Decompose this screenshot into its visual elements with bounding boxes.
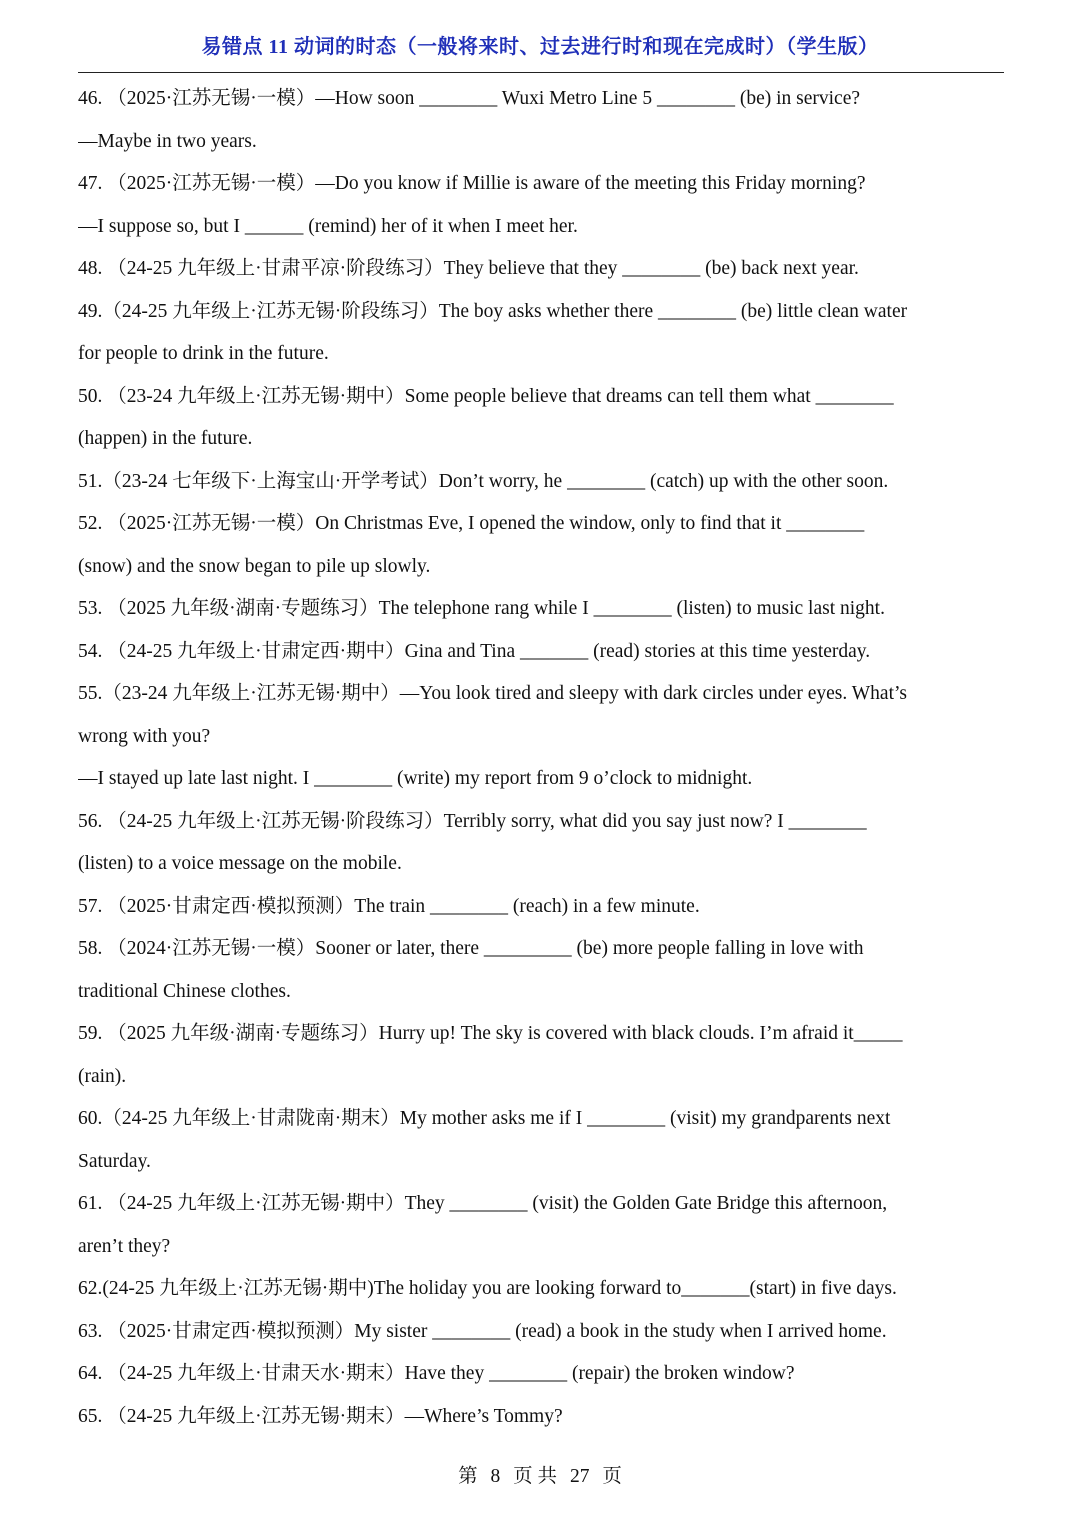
text-line: (rain). — [78, 1065, 127, 1087]
text-line: 49.（24-25 九年级上·江苏无锡·阶段练习）The boy asks whether there ________ (be) little clean water — [78, 300, 908, 322]
text-line: 47. （2025·江苏无锡·一模）—Do you know if Millie is aware of the meeting this Friday morning? — [78, 173, 866, 194]
text-line: 55.（23-24 九年级上·江苏无锡·期中）—You look tired and sleepy with dark circles under eyes. What’s — [78, 683, 907, 704]
text-line: 48. （24-25 九年级上·甘肃平凉·阶段练习）They believe that they ________ (be) back next year. — [78, 258, 859, 279]
text-line: 61. （24-25 九年级上·江苏无锡·期中）They ________ (visit) the Golden Gate Bridge this afternoon, — [78, 1193, 888, 1214]
page-suffix: 页 — [602, 1466, 622, 1487]
text-line: aren’t they? — [78, 1235, 171, 1257]
text-line: —I suppose so, but I ______ (remind) her of it when I meet her. — [78, 215, 578, 237]
text-line: 59. （2025 九年级·湖南·专题练习）Hurry up! The sky is covered with black clouds. I’m afraid it_____ — [78, 1023, 903, 1044]
text-line: Saturday. — [78, 1150, 151, 1172]
text-line: (listen) to a voice message on the mobile. — [78, 853, 402, 874]
header-divider — [78, 72, 1004, 73]
page-mid: 页 共 — [513, 1466, 558, 1487]
text-line: 46. （2025·江苏无锡·一模）—How soon ________ Wuxi Metro Line 5 ________ (be) in service? — [78, 88, 860, 109]
text-line: —Maybe in two years. — [78, 130, 257, 152]
text-line: 52. （2025·江苏无锡·一模）On Christmas Eve, I opened the window, only to find that it ________ — [78, 513, 865, 534]
text-line: traditional Chinese clothes. — [78, 980, 291, 1002]
page-number: 8 — [490, 1466, 501, 1487]
text-line: 62.(24-25 九年级上·江苏无锡·期中)The holiday you are looking forward to_______(start) in five days. — [78, 1278, 897, 1299]
page-prefix: 第 — [458, 1466, 478, 1487]
text-line: wrong with you? — [78, 725, 211, 747]
total-pages: 27 — [569, 1466, 590, 1487]
text-line: (happen) in the future. — [78, 428, 253, 449]
text-line: 64. （24-25 九年级上·甘肃天水·期末）Have they ________ (repair) the broken window? — [78, 1363, 795, 1384]
text-line: 65. （24-25 九年级上·江苏无锡·期末）—Where’s Tommy? — [78, 1405, 563, 1427]
text-line: 54. （24-25 九年级上·甘肃定西·期中）Gina and Tina _______ (read) stories at this time yesterday. — [78, 640, 871, 662]
text-line: for people to drink in the future. — [78, 343, 329, 364]
text-line: 51.（23-24 七年级下·上海宝山·开学考试）Don’t worry, he ________ (catch) up with the other soon. — [78, 470, 889, 492]
text-line: 58. （2024·江苏无锡·一模）Sooner or later, there _________ (be) more people falling in love with — [78, 938, 864, 959]
question-list — [78, 84, 1004, 1444]
text-line: 53. （2025 九年级·湖南·专题练习）The telephone rang while I ________ (listen) to music last night. — [78, 598, 885, 619]
document-header-title: 易错点 11 动词的时态（一般将来时、过去进行时和现在完成时）（学生版） — [201, 36, 879, 58]
text-line: 57. （2025·甘肃定西·模拟预测）The train ________ (reach) in a few minute. — [78, 895, 700, 917]
text-line: 60.（24-25 九年级上·甘肃陇南·期末）My mother asks me if I ________ (visit) my grandparents next — [78, 1108, 891, 1129]
page-footer — [0, 1460, 1080, 1488]
text-line: (snow) and the snow began to pile up slowly. — [78, 555, 431, 577]
text-line: —I stayed up late last night. I ________ (write) my report from 9 o’clock to midnight. — [78, 768, 753, 789]
text-line: 50. （23-24 九年级上·江苏无锡·期中）Some people believe that dreams can tell them what ________ — [78, 385, 894, 407]
text-line: 63. （2025·甘肃定西·模拟预测）My sister ________ (read) a book in the study when I arrived home. — [78, 1320, 887, 1342]
text-line: 56. （24-25 九年级上·江苏无锡·阶段练习）Terribly sorry, what did you say just now? I ________ — [78, 810, 867, 832]
